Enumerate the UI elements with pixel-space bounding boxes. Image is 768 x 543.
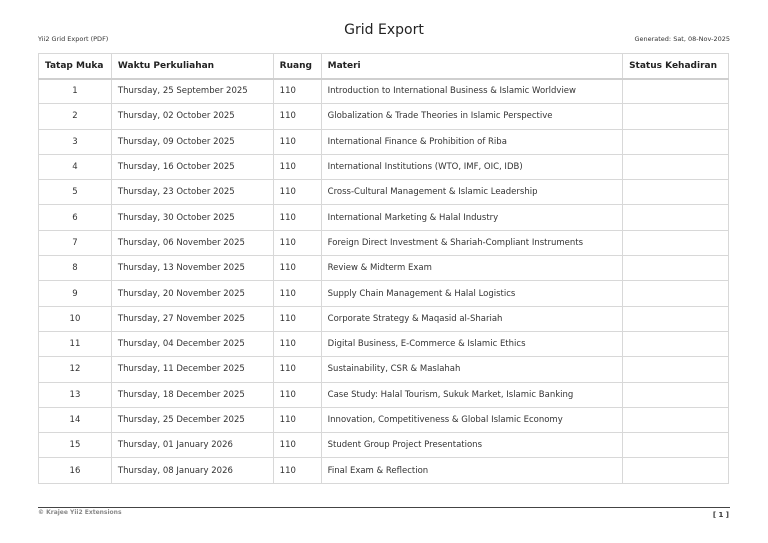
cell-waktu-perkuliahan: Thursday, 04 December 2025 xyxy=(111,331,273,356)
table-row xyxy=(39,306,729,331)
cell-waktu-perkuliahan: Thursday, 25 September 2025 xyxy=(111,79,273,104)
cell-tatap-muka: 1 xyxy=(39,79,112,104)
cell-status-kehadiran xyxy=(623,154,729,179)
cell-waktu-perkuliahan: Thursday, 25 December 2025 xyxy=(111,407,273,432)
cell-tatap-muka: 12 xyxy=(39,357,112,382)
table-body xyxy=(39,79,729,484)
export-grid-table xyxy=(38,53,729,484)
table-row xyxy=(39,331,729,356)
cell-tatap-muka: 13 xyxy=(39,382,112,407)
cell-status-kehadiran xyxy=(623,104,729,129)
cell-status-kehadiran xyxy=(623,458,729,483)
page-header xyxy=(38,22,730,44)
cell-status-kehadiran xyxy=(623,433,729,458)
table-row xyxy=(39,433,729,458)
cell-waktu-perkuliahan: Thursday, 16 October 2025 xyxy=(111,154,273,179)
cell-waktu-perkuliahan: Thursday, 08 January 2026 xyxy=(111,458,273,483)
cell-status-kehadiran xyxy=(623,205,729,230)
cell-ruang: 110 xyxy=(273,433,321,458)
cell-ruang: 110 xyxy=(273,205,321,230)
table-row xyxy=(39,205,729,230)
table-row xyxy=(39,458,729,483)
table-row xyxy=(39,104,729,129)
cell-materi: Globalization & Trade Theories in Islamic Perspective xyxy=(321,104,622,129)
cell-ruang: 110 xyxy=(273,407,321,432)
cell-ruang: 110 xyxy=(273,79,321,104)
cell-materi: Introduction to International Business & Islamic Worldview xyxy=(321,79,622,104)
cell-tatap-muka: 15 xyxy=(39,433,112,458)
generated-date: Generated: Sat, 08-Nov-2025 xyxy=(634,35,730,43)
cell-ruang: 110 xyxy=(273,331,321,356)
cell-tatap-muka: 4 xyxy=(39,154,112,179)
cell-waktu-perkuliahan: Thursday, 01 January 2026 xyxy=(111,433,273,458)
cell-tatap-muka: 8 xyxy=(39,256,112,281)
cell-status-kehadiran xyxy=(623,230,729,255)
table-header-row xyxy=(39,54,729,79)
cell-materi: Digital Business, E-Commerce & Islamic Ethics xyxy=(321,331,622,356)
cell-ruang: 110 xyxy=(273,154,321,179)
cell-status-kehadiran xyxy=(623,79,729,104)
cell-tatap-muka: 5 xyxy=(39,180,112,205)
table-row xyxy=(39,357,729,382)
cell-materi: Cross-Cultural Management & Islamic Leadership xyxy=(321,180,622,205)
cell-status-kehadiran xyxy=(623,256,729,281)
cell-status-kehadiran xyxy=(623,331,729,356)
cell-waktu-perkuliahan: Thursday, 18 December 2025 xyxy=(111,382,273,407)
column-header-status-kehadiran: Status Kehadiran xyxy=(623,54,729,79)
cell-tatap-muka: 11 xyxy=(39,331,112,356)
cell-tatap-muka: 7 xyxy=(39,230,112,255)
cell-tatap-muka: 9 xyxy=(39,281,112,306)
cell-waktu-perkuliahan: Thursday, 20 November 2025 xyxy=(111,281,273,306)
cell-ruang: 110 xyxy=(273,180,321,205)
cell-status-kehadiran xyxy=(623,407,729,432)
cell-ruang: 110 xyxy=(273,104,321,129)
table-row xyxy=(39,256,729,281)
cell-ruang: 110 xyxy=(273,129,321,154)
cell-materi: Foreign Direct Investment & Shariah-Compliant Instruments xyxy=(321,230,622,255)
cell-ruang: 110 xyxy=(273,281,321,306)
column-header-materi: Materi xyxy=(321,54,622,79)
cell-ruang: 110 xyxy=(273,357,321,382)
cell-tatap-muka: 14 xyxy=(39,407,112,432)
cell-materi: Final Exam & Reflection xyxy=(321,458,622,483)
cell-materi: Review & Midterm Exam xyxy=(321,256,622,281)
table-row xyxy=(39,79,729,104)
column-header-ruang: Ruang xyxy=(273,54,321,79)
column-header-waktu-perkuliahan: Waktu Perkuliahan xyxy=(111,54,273,79)
cell-waktu-perkuliahan: Thursday, 11 December 2025 xyxy=(111,357,273,382)
cell-materi: International Marketing & Halal Industry xyxy=(321,205,622,230)
cell-waktu-perkuliahan: Thursday, 27 November 2025 xyxy=(111,306,273,331)
footer-credit: © Krajee Yii2 Extensions xyxy=(38,509,122,516)
cell-status-kehadiran xyxy=(623,382,729,407)
cell-status-kehadiran xyxy=(623,180,729,205)
cell-ruang: 110 xyxy=(273,306,321,331)
cell-waktu-perkuliahan: Thursday, 23 October 2025 xyxy=(111,180,273,205)
table-row xyxy=(39,382,729,407)
cell-tatap-muka: 3 xyxy=(39,129,112,154)
table-row xyxy=(39,281,729,306)
column-header-tatap-muka: Tatap Muka xyxy=(39,54,112,79)
table-row xyxy=(39,129,729,154)
cell-status-kehadiran xyxy=(623,281,729,306)
cell-materi: International Institutions (WTO, IMF, OIC, IDB) xyxy=(321,154,622,179)
cell-waktu-perkuliahan: Thursday, 13 November 2025 xyxy=(111,256,273,281)
export-label: Yii2 Grid Export (PDF) xyxy=(38,35,109,43)
cell-materi: Sustainability, CSR & Maslahah xyxy=(321,357,622,382)
footer-divider xyxy=(38,507,730,508)
cell-materi: Student Group Project Presentations xyxy=(321,433,622,458)
cell-materi: Case Study: Halal Tourism, Sukuk Market, Islamic Banking xyxy=(321,382,622,407)
cell-materi: Supply Chain Management & Halal Logistics xyxy=(321,281,622,306)
table-row xyxy=(39,407,729,432)
cell-waktu-perkuliahan: Thursday, 30 October 2025 xyxy=(111,205,273,230)
cell-tatap-muka: 2 xyxy=(39,104,112,129)
cell-waktu-perkuliahan: Thursday, 09 October 2025 xyxy=(111,129,273,154)
cell-ruang: 110 xyxy=(273,256,321,281)
cell-ruang: 110 xyxy=(273,230,321,255)
table-row xyxy=(39,230,729,255)
cell-status-kehadiran xyxy=(623,306,729,331)
cell-ruang: 110 xyxy=(273,458,321,483)
cell-tatap-muka: 16 xyxy=(39,458,112,483)
cell-ruang: 110 xyxy=(273,382,321,407)
cell-waktu-perkuliahan: Thursday, 02 October 2025 xyxy=(111,104,273,129)
cell-waktu-perkuliahan: Thursday, 06 November 2025 xyxy=(111,230,273,255)
table-row xyxy=(39,180,729,205)
cell-tatap-muka: 10 xyxy=(39,306,112,331)
cell-status-kehadiran xyxy=(623,129,729,154)
cell-status-kehadiran xyxy=(623,357,729,382)
cell-materi: Corporate Strategy & Maqasid al-Shariah xyxy=(321,306,622,331)
page-title: Grid Export xyxy=(344,22,424,38)
cell-tatap-muka: 6 xyxy=(39,205,112,230)
table-row xyxy=(39,154,729,179)
page-number: [ 1 ] xyxy=(712,511,729,519)
cell-materi: International Finance & Prohibition of Riba xyxy=(321,129,622,154)
cell-materi: Innovation, Competitiveness & Global Islamic Economy xyxy=(321,407,622,432)
